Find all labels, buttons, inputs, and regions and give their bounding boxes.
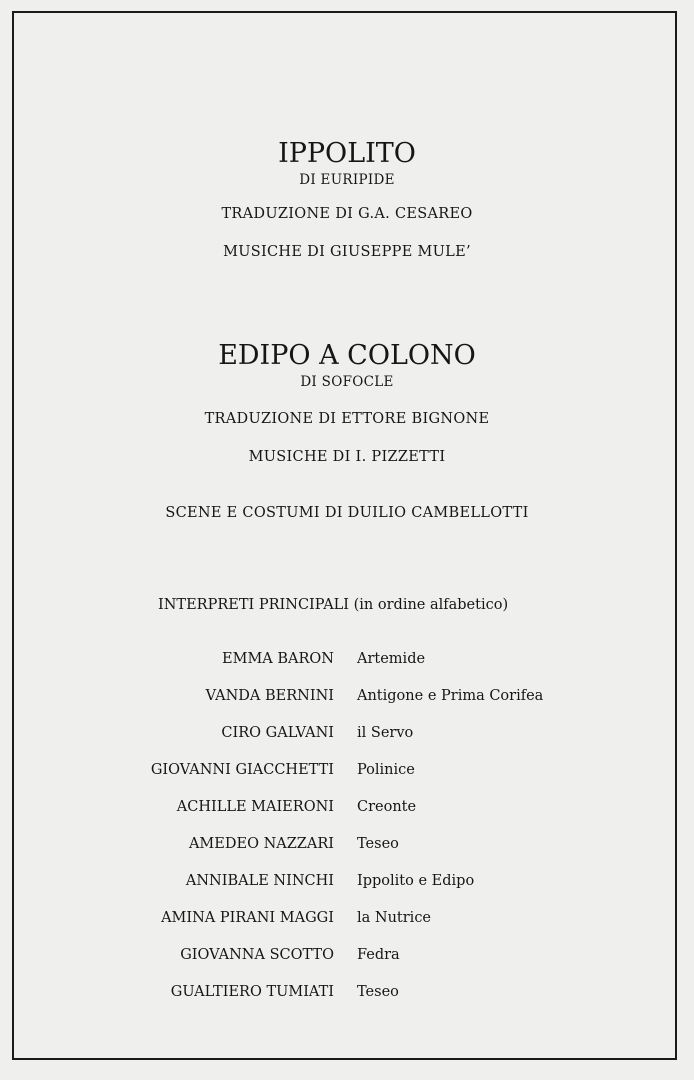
role-name: Teseo (357, 836, 399, 852)
cast-row (0, 947, 694, 967)
actor-name: GIOVANNA SCOTTO (180, 947, 334, 963)
play2-translation: TRADUZIONE DI ETTORE BIGNONE (204, 411, 490, 427)
cast-row (0, 836, 694, 856)
cast-row (0, 873, 694, 893)
actor-name: AMINA PIRANI MAGGI (161, 910, 334, 926)
actor-name: VANDA BERNINI (205, 688, 334, 704)
cast-row (0, 984, 694, 1004)
actor-name: GUALTIERO TUMIATI (170, 984, 334, 1000)
role-name: Ippolito e Edipo (357, 873, 475, 889)
play1-music: MUSICHE DI GIUSEPPE MULE’ (223, 244, 471, 260)
cast-row (0, 651, 694, 671)
actor-name: GIOVANNI GIACCHETTI (150, 762, 334, 778)
cast-row (0, 910, 694, 930)
actor-name: ANNIBALE NINCHI (185, 873, 334, 889)
actor-name: ACHILLE MAIERONI (176, 799, 334, 815)
actor-name: CIRO GALVANI (221, 725, 334, 741)
play1-translation: TRADUZIONE DI G.A. CESAREO (221, 206, 473, 222)
scenes-credit: SCENE E COSTUMI DI DUILIO CAMBELLOTTI (165, 505, 529, 521)
cast-row (0, 725, 694, 745)
cast-row (0, 688, 694, 708)
play2-author: DI SOFOCLE (300, 374, 394, 390)
play2-music: MUSICHE DI I. PIZZETTI (248, 449, 446, 465)
actor-name: AMEDEO NAZZARI (188, 836, 334, 852)
role-name: Creonte (357, 799, 417, 815)
role-name: la Nutrice (357, 910, 432, 926)
role-name: il Servo (357, 725, 414, 741)
cast-row (0, 799, 694, 819)
play2-title: EDIPO A COLONO (218, 340, 476, 371)
interpreti-heading: INTERPRETI PRINCIPALI (in ordine alfabetico) (158, 597, 509, 613)
cast-row (0, 762, 694, 782)
actor-name: EMMA BARON (222, 651, 334, 667)
role-name: Antigone e Prima Corifea (357, 688, 544, 704)
role-name: Artemide (357, 651, 426, 667)
role-name: Fedra (357, 947, 400, 963)
play1-author: DI EURIPIDE (299, 172, 395, 188)
role-name: Polinice (357, 762, 415, 778)
role-name: Teseo (357, 984, 399, 1000)
play1-title: IPPOLITO (278, 138, 416, 169)
